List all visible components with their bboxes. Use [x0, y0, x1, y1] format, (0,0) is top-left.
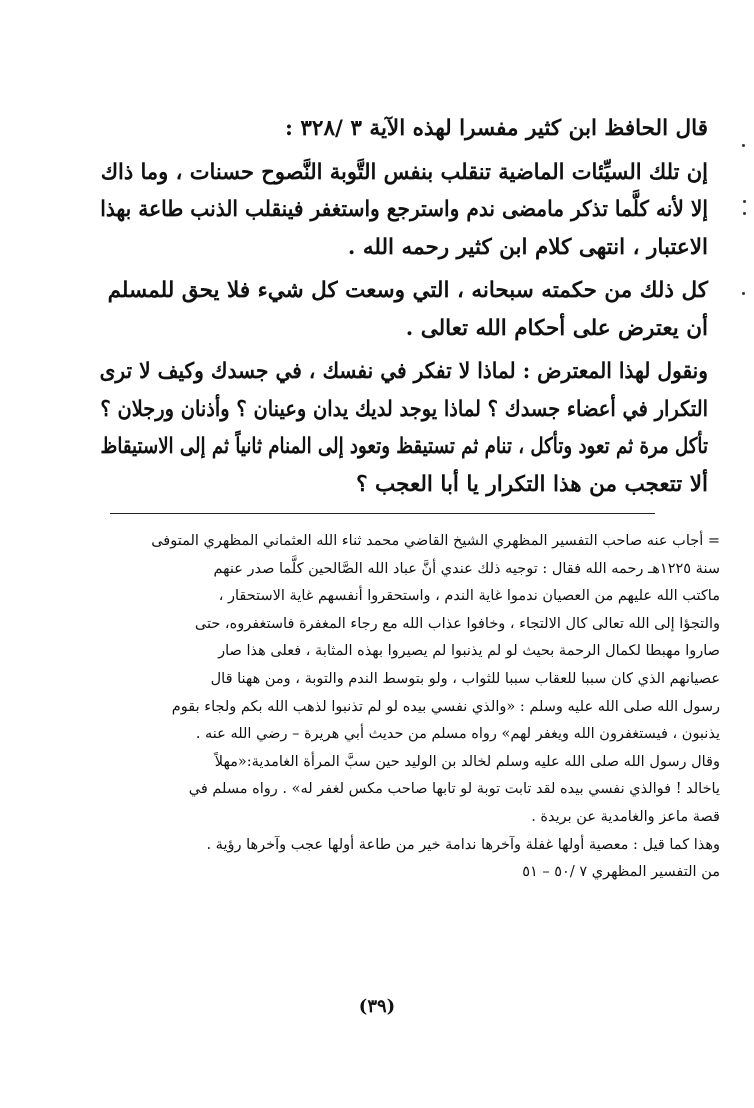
text-line: إلا لأنه كلَّما تذكر مامضى ندم واسترجع واستغفر فينقلب الذنب طاعة بهذا [100, 197, 708, 222]
footnote-separator [110, 513, 655, 514]
footnote-line: ياخالد ! فوالذي نفسي بيده لقد تابت توبة لو تابها صاحب مكس لغفر له» . رواه مسلم في [188, 781, 720, 798]
footnote-block [100, 528, 720, 887]
footnote-line: صاروا مهبطا لكمال الرحمة بحيث لو لم يذنبوا لم يصيروا بهذه المثابة ، فعلى هذا صار [218, 643, 720, 660]
intro-line: قال الحافظ ابن كثير مفسرا لهذه الآية ٣ /٣٢٨ : [284, 116, 708, 141]
footnote-line: رسول الله صلى الله عليه وسلم : «والذي نفسي بيده لو لم تذنبوا لذهب الله بكم ولجاء بقوم [171, 698, 720, 715]
text-line: تأكل مرة ثم تعود وتأكل ، تنام ثم تستيقظ وتعود إلى المنام ثانياً ثم إلى الاستيقاظ [100, 434, 709, 459]
footnote-line: ماكتب الله عليهم من العصيان ندموا غاية الندم ، واستحقروا أنفسهم غاية الاستحقار ، [218, 588, 720, 605]
footnote-line: قصة ماعز والغامدية عن بريدة . [531, 808, 720, 825]
text-line: التكرار في أعضاء جسدك ؟ لماذا يوجد لديك يدان وعينان ؟ وأذنان ورجلان ؟ [100, 396, 709, 422]
paragraph-3 [100, 353, 708, 503]
text-line: إن تلك السيِّئات الماضية تنقلب بنفس التَّوبة النَّصوح حسنات ، وما ذاك [100, 159, 709, 185]
text-line: كل ذلك من حكمته سبحانه ، التي وسعت كل شيء فلا يحق للمسلم [107, 278, 708, 303]
margin-dot [742, 292, 745, 295]
page-number: (٣٩) [358, 996, 396, 1017]
intro-paragraph [100, 110, 708, 148]
text-line: أن يعترض على أحكام الله تعالى . [405, 315, 708, 341]
footnote-line: يذنبون ، فيستغفرون الله ويغفر لهم» رواه مسلم من حديث أبي هريرة – رضي الله عنه . [195, 726, 720, 743]
text-line: ونقول لهذا المعترض : لماذا لا تفكر في نفسك ، في جسدك وكيف لا ترى [99, 359, 709, 384]
margin-dot [743, 212, 746, 215]
paragraph-1 [100, 154, 708, 267]
footnote-line: والتجؤا إلى الله تعالى كال الالتجاء ، وخافوا عذاب الله مع رجاء المغفرة فاستغفروه، حتى [194, 615, 720, 632]
text-line: ألا تتعجب من هذا التكرار يا أبا العجب ؟ [356, 471, 708, 497]
footnote-line: وقال رسول الله صلى الله عليه وسلم لخالد بن الوليد حين سبَّ المرأة الغامدية:«مهلاً [214, 753, 720, 770]
margin-dot [743, 200, 746, 203]
margin-marks [740, 130, 750, 330]
main-body-text [100, 110, 708, 503]
footnote-line: = أجاب عنه صاحب التفسير المظهري الشيخ القاضي محمد ثناء الله العثماني المظهري المتوفى [151, 533, 720, 549]
margin-dot [742, 144, 745, 147]
footnote-line: سنة ١٢٢٥هـ رحمه الله فقال : توجيه ذلك عندي أنَّ عباد الله الصَّالحين كلَّما صدر عنهم [213, 560, 720, 577]
text-line: الاعتبار ، انتهى كلام ابن كثير رحمه الله . [347, 234, 708, 260]
footnote-line: عصيانهم الذي كان سببا للعقاب سببا للثواب ، ولو بتوسط الندم والتوبة ، ومن ههنا قال [210, 670, 720, 687]
paragraph-2 [100, 272, 708, 347]
footnote-line: من التفسير المظهري ٧ /٥٠ – ٥١ [522, 864, 720, 881]
footnote-line: وهذا كما قيل : معصية أولها غفلة وآخرها ندامة خير من طاعة أولها عجب وآخرها رؤية . [206, 836, 720, 853]
